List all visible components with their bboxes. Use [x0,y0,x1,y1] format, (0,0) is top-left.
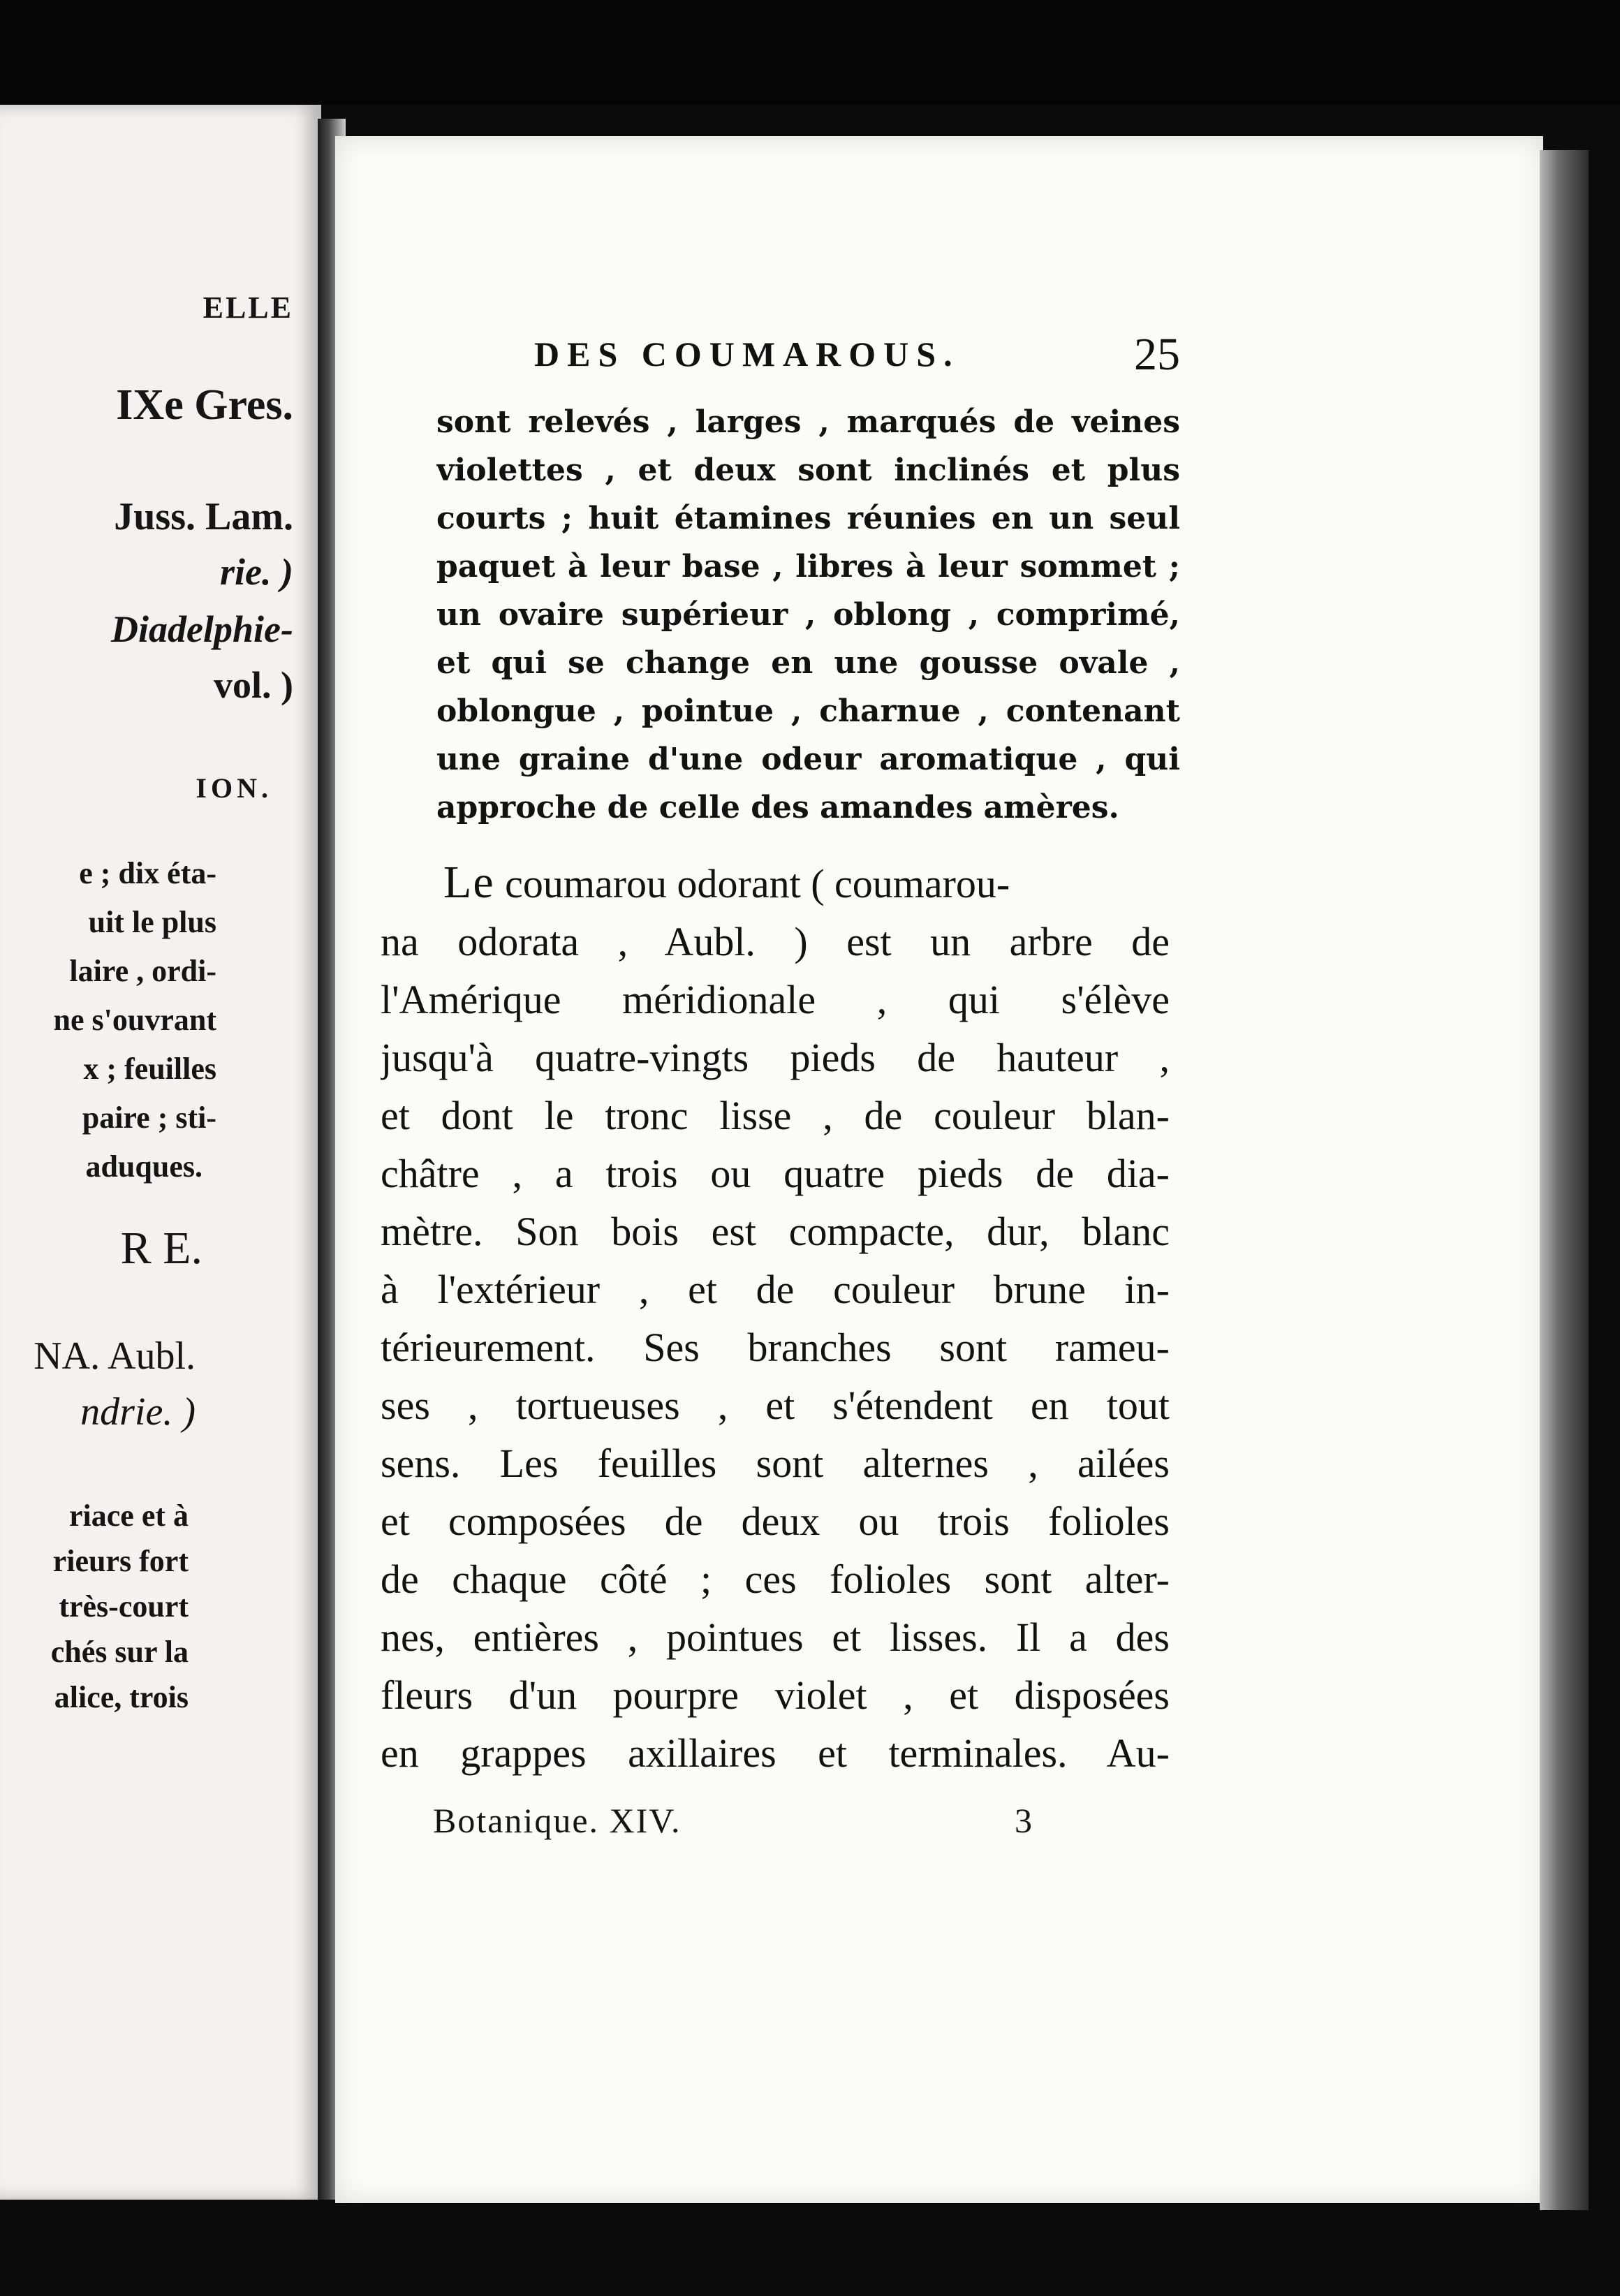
text-line: oblongue , pointue , charnue , contenant [436,693,1180,729]
left-page-line: ndrie. ) [80,1390,196,1434]
text-line: l'Amérique méridionale , qui s'élève [381,977,1170,1022]
paragraph-coumarou-odorant [381,853,1170,1782]
text-line: mètre. Son bois est compacte, dur, blanc [381,1209,1170,1254]
text-line: châtre , a trois ou quatre pieds de dia- [381,1151,1170,1196]
left-page-line: Diadelphie- [111,608,293,650]
scan-background [0,0,1620,105]
left-page-line: ELLE [202,290,293,325]
text-line: en grappes axillaires et terminales. Au- [381,1730,1170,1776]
signature-mark: 3 [1015,1801,1032,1840]
left-page-line: IXe Gres. [116,381,293,429]
left-facing-page [0,105,321,2200]
signature-reference: Botanique. XIV. [433,1801,682,1840]
left-page-line: ION. [196,772,272,804]
left-page-line: e ; dix éta- [79,856,216,890]
left-page-line: riace et à [69,1499,189,1533]
text-line: paquet à leur base , libres à leur sommet ; [436,549,1180,584]
text-line: térieurement. Ses branches sont rameu- [381,1325,1170,1370]
text-line: nes, entières , pointues et lisses. Il a des [381,1614,1170,1660]
left-page-line: chés sur la [50,1635,189,1669]
drop-cap: Le [443,857,495,908]
text-line: à l'extérieur , et de couleur brune in- [381,1267,1170,1312]
text-line: et composées de deux ou trois folioles [381,1499,1170,1544]
page-number: 25 [1134,329,1180,380]
text-line: na odorata , Aubl. ) est un arbre de [381,919,1170,964]
left-page-line: alice, trois [54,1680,189,1714]
text-line: sont relevés , larges , marqués de veines [436,404,1180,440]
text-line: violettes , et deux sont inclinés et plus [436,452,1180,488]
left-page-line: x ; feuilles [83,1052,216,1086]
left-page-line: NA. Aubl. [34,1334,196,1378]
left-page-line: Juss. Lam. [114,495,293,538]
text-line-rest: coumarou odorant ( coumarou- [494,861,1010,906]
text-line: fleurs d'un pourpre violet , et disposées [381,1672,1170,1718]
text-line: sens. Les feuilles sont alternes , ailées [381,1441,1170,1486]
left-page-line: uit le plus [88,905,216,939]
page-edge-shadow [1540,150,1589,2210]
left-page-line: très-court [59,1589,189,1624]
left-page-line: R E. [120,1223,202,1274]
running-title: DES COUMAROUS. [534,334,960,374]
text-line: jusqu'à quatre-vingts pieds de hauteur , [381,1035,1170,1080]
text-line: approche de celle des amandes amères. [436,790,1119,825]
text-line: une graine d'une odeur aromatique , qui [436,742,1180,777]
text-line: ses , tortueuses , et s'étendent en tout [381,1383,1170,1428]
running-head [534,328,1180,384]
left-page-line: rie. ) [220,551,293,593]
left-page-line: vol. ) [214,664,293,706]
left-page-line: laire , ordi- [69,954,216,988]
text-line [381,853,1170,913]
text-line: et dont le tronc lisse , de couleur blan- [381,1093,1170,1138]
text-line: courts ; huit étamines réunies en un seul [436,501,1180,536]
page-footer [433,1800,1033,1849]
paragraph-continuation [436,398,1180,832]
left-page-line: aduques. [85,1149,202,1184]
text-line: de chaque côté ; ces folioles sont alter- [381,1557,1170,1602]
text-line: et qui se change en une gousse ovale , [436,645,1180,681]
left-page-line: paire ; sti- [82,1101,216,1135]
left-page-line: ne s'ouvrant [53,1003,216,1037]
text-line: un ovaire supérieur , oblong , comprimé, [436,597,1180,633]
left-page-line: rieurs fort [52,1544,189,1578]
